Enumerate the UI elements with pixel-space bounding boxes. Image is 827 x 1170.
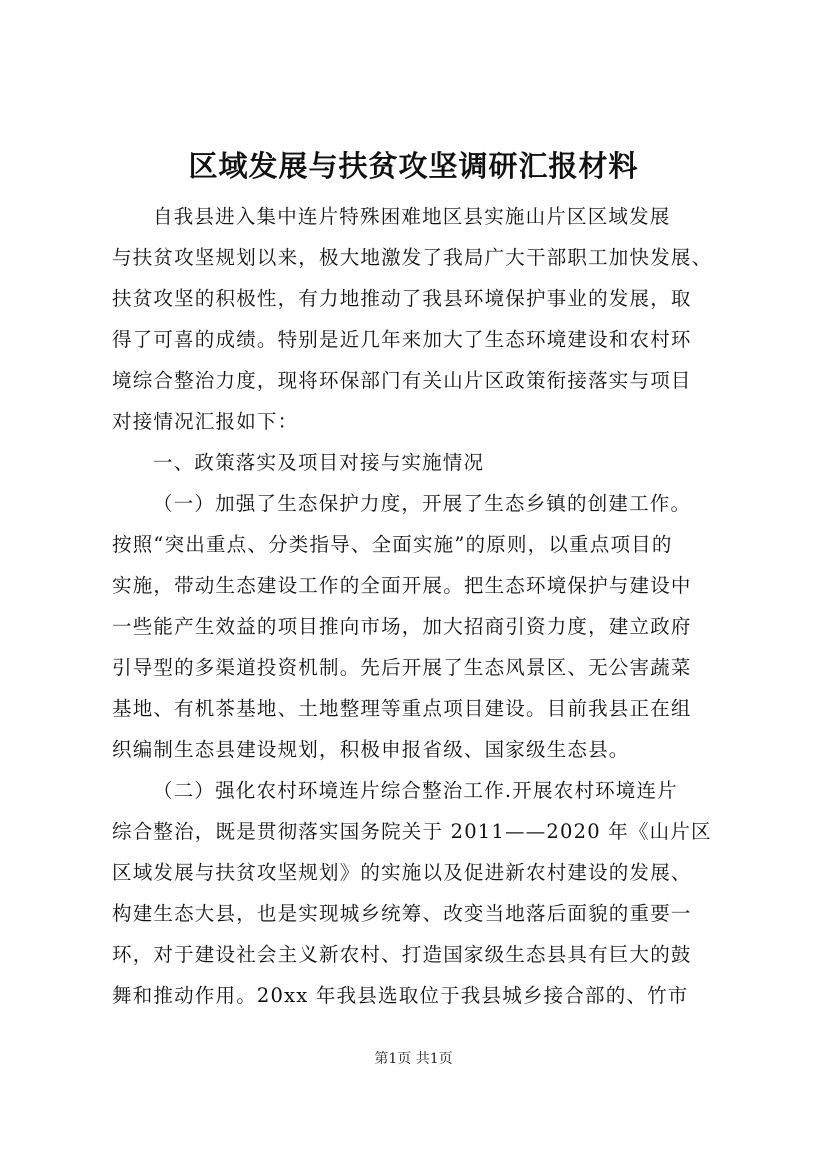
paragraph-line: 区域发展与扶贫攻坚规划》的实施以及促进新农村建设的发展、 xyxy=(112,861,692,884)
paragraph-line: 环，对于建设社会主义新农村、打造国家级生态县具有巨大的鼓 xyxy=(112,943,692,966)
paragraph-line: 按照“突出重点、分类指导、全面实施”的原则，以重点项目的 xyxy=(112,533,673,556)
document-title: 区域发展与扶贫攻坚调研汇报材料 xyxy=(188,149,639,183)
paragraph-line: 综合整治，既是贯彻落实国务院关于 2011——2020 年《山片区 xyxy=(112,820,712,843)
paragraph-line: 构建生态大县，也是实现城乡统筹、改变当地落后面貌的重要一 xyxy=(112,902,692,925)
paragraph-line: 一些能产生效益的项目推向市场，加大招商引资力度，建立政府 xyxy=(112,615,692,638)
document-body xyxy=(112,196,732,1016)
page-footer: 第1页 共1页 xyxy=(374,1051,453,1067)
paragraph-line: 实施，带动生态建设工作的全面开展。把生态环境保护与建设中 xyxy=(112,574,692,597)
paragraph-line: 基地、有机茶基地、土地整理等重点项目建设。目前我县正在组 xyxy=(112,697,692,720)
paragraph-line: 引导型的多渠道投资机制。先后开展了生态风景区、无公害蔬菜 xyxy=(112,656,692,679)
paragraph-line: 舞和推动作用。20xx 年我县选取位于我县城乡接合部的、竹市 xyxy=(112,984,689,1007)
paragraph-line: 对接情况汇报如下： xyxy=(112,410,299,433)
section-heading: 一、政策落实及项目对接与实施情况 xyxy=(153,451,485,474)
paragraph-line: （二）强化农村环境连片综合整治工作.开展农村环境连片 xyxy=(153,779,678,802)
paragraph-line: （一）加强了生态保护力度，开展了生态乡镇的创建工作。 xyxy=(153,492,692,515)
paragraph-line: 得了可喜的成绩。特别是近几年来加大了生态环境建设和农村环 xyxy=(112,328,692,351)
paragraph-line: 与扶贫攻坚规划以来，极大地激发了我局广大干部职工加快发展、 xyxy=(112,246,713,269)
paragraph-line: 织编制生态县建设规划，积极申报省级、国家级生态县。 xyxy=(112,738,630,761)
paragraph-line: 境综合整治力度，现将环保部门有关山片区政策衔接落实与项目 xyxy=(112,369,692,392)
paragraph-line: 扶贫攻坚的积极性，有力地推动了我县环境保护事业的发展，取 xyxy=(112,287,692,310)
paragraph-line: 自我县进入集中连片特殊困难地区县实施山片区区域发展 xyxy=(153,205,671,228)
